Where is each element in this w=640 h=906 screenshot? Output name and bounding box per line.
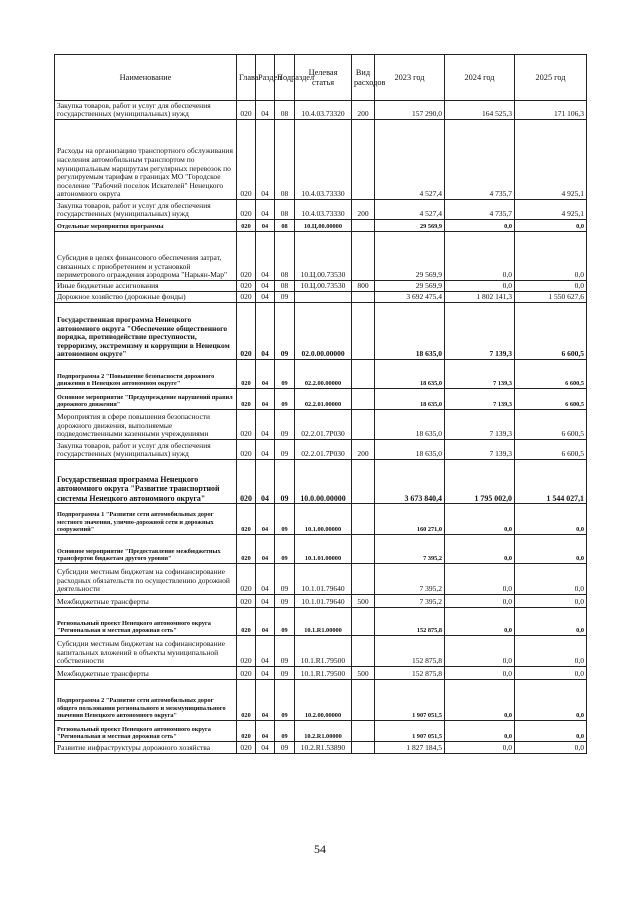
cell-y2025: 0,0 (515, 680, 587, 721)
cell-y2025: 4 925,1 (515, 200, 587, 220)
cell-y2025: 6 600,5 (515, 360, 587, 389)
cell-y2025: 6 600,5 (515, 303, 587, 360)
cell-glava: 020 (237, 636, 256, 667)
header-razdel: Раздел (256, 55, 275, 101)
cell-glava: 020 (237, 595, 256, 608)
cell-y2025: 0,0 (515, 595, 587, 608)
cell-glava: 020 (237, 608, 256, 636)
cell-y2023: 18 635,0 (375, 410, 445, 440)
cell-glava: 020 (237, 101, 256, 120)
cell-y2023: 7 395,2 (375, 564, 445, 595)
cell-glava: 020 (237, 292, 256, 303)
cell-name: Основное мероприятие "Предупреждение нарушений правил дорожного движения" (55, 389, 237, 410)
table-row (55, 281, 587, 292)
cell-podrazdel: 08 (275, 120, 295, 200)
table-row (55, 535, 587, 564)
cell-vid (352, 721, 375, 742)
cell-podrazdel: 09 (275, 680, 295, 721)
cell-name: Субсидия в целях финансового обеспечения затрат, связанных с приобретением и установкой периметрового ограждения аэродрома "Нарьян-Мар" (55, 232, 237, 281)
header-2025: 2025 год (515, 55, 587, 101)
table-row (55, 101, 587, 120)
cell-y2025: 6 600,5 (515, 389, 587, 410)
cell-glava: 020 (237, 120, 256, 200)
cell-y2025: 4 925,1 (515, 120, 587, 200)
cell-y2025: 0,0 (515, 742, 587, 754)
cell-glava: 020 (237, 440, 256, 460)
cell-podrazdel: 09 (275, 535, 295, 564)
cell-y2024: 164 525,3 (445, 101, 515, 120)
cell-y2025: 0,0 (515, 636, 587, 667)
cell-y2023: 4 527,4 (375, 200, 445, 220)
cell-name: Подпрограмма 2 "Развитие сети автомобильных дорог общего пользования регионального и межмуниципального значения Ненецкого автономного округа" (55, 680, 237, 721)
cell-glava: 020 (237, 460, 256, 504)
cell-razdel: 04 (256, 742, 275, 754)
cell-name: Подпрограмма 1 "Развитие сети автомобильных дорог местного значения, улично-дорожной сети и дорожных сооружений" (55, 504, 237, 535)
cell-podrazdel: 09 (275, 460, 295, 504)
cell-podrazdel: 09 (275, 595, 295, 608)
cell-vid: 200 (352, 200, 375, 220)
cell-y2024: 0,0 (445, 667, 515, 680)
cell-y2023: 4 527,4 (375, 120, 445, 200)
cell-vid (352, 232, 375, 281)
cell-name: Закупка товаров, работ и услуг для обеспечения государственных (муниципальных) нужд (55, 440, 237, 460)
cell-glava: 020 (237, 680, 256, 721)
cell-podrazdel: 08 (275, 220, 295, 232)
table-row (55, 595, 587, 608)
cell-glava: 020 (237, 535, 256, 564)
cell-target: 10.1.R1.79500 (295, 636, 352, 667)
cell-vid: 500 (352, 667, 375, 680)
cell-target: 10.1.00.00000 (295, 504, 352, 535)
cell-y2025: 0,0 (515, 564, 587, 595)
cell-y2025: 0,0 (515, 281, 587, 292)
table-row (55, 564, 587, 595)
cell-y2024: 0,0 (445, 680, 515, 721)
cell-vid (352, 680, 375, 721)
cell-target: 02.0.00.00000 (295, 303, 352, 360)
cell-razdel: 04 (256, 220, 275, 232)
cell-razdel: 04 (256, 460, 275, 504)
cell-target: 10.1.R1.00000 (295, 608, 352, 636)
cell-glava: 020 (237, 410, 256, 440)
cell-target: 10.1.01.79640 (295, 595, 352, 608)
cell-podrazdel: 09 (275, 667, 295, 680)
cell-target: 10.4.03.73330 (295, 200, 352, 220)
cell-y2025: 1 544 027,1 (515, 460, 587, 504)
cell-vid: 500 (352, 595, 375, 608)
cell-y2023: 29 569,9 (375, 220, 445, 232)
cell-vid (352, 220, 375, 232)
budget-table (54, 54, 587, 754)
cell-podrazdel: 09 (275, 303, 295, 360)
cell-y2024: 0,0 (445, 595, 515, 608)
cell-vid (352, 389, 375, 410)
table-row (55, 120, 587, 200)
cell-y2023: 7 395,2 (375, 535, 445, 564)
cell-y2025: 0,0 (515, 220, 587, 232)
header-2024: 2024 год (445, 55, 515, 101)
cell-vid (352, 564, 375, 595)
cell-y2024: 7 139,3 (445, 303, 515, 360)
cell-y2023: 152 875,8 (375, 636, 445, 667)
cell-name: Государственная программа Ненецкого автономного округа "Развитие транспортной системы Ненецкого автономного округа" (55, 460, 237, 504)
cell-y2024: 0,0 (445, 636, 515, 667)
table-row (55, 292, 587, 303)
cell-vid: 800 (352, 281, 375, 292)
cell-vid (352, 303, 375, 360)
cell-razdel: 04 (256, 636, 275, 667)
cell-name: Региональный проект Ненецкого автономного округа "Региональная и местная дорожная сеть" (55, 721, 237, 742)
cell-razdel: 04 (256, 120, 275, 200)
cell-vid (352, 636, 375, 667)
cell-y2023: 152 875,8 (375, 667, 445, 680)
cell-razdel: 04 (256, 410, 275, 440)
table-row (55, 460, 587, 504)
cell-podrazdel: 08 (275, 232, 295, 281)
cell-target: 10.2.R1.53890 (295, 742, 352, 754)
table-row (55, 636, 587, 667)
cell-razdel: 04 (256, 680, 275, 721)
table-row (55, 721, 587, 742)
table-row (55, 410, 587, 440)
cell-podrazdel: 09 (275, 564, 295, 595)
cell-name: Иные бюджетные ассигнования (55, 281, 237, 292)
cell-vid (352, 120, 375, 200)
cell-target: 02.2.01.00000 (295, 389, 352, 410)
cell-razdel: 04 (256, 303, 275, 360)
cell-glava: 020 (237, 564, 256, 595)
cell-y2025: 0,0 (515, 667, 587, 680)
cell-y2023: 18 635,0 (375, 440, 445, 460)
cell-name: Субсидии местным бюджетам на софинансирование капитальных вложений в объекты муниципальной собственности (55, 636, 237, 667)
cell-razdel: 04 (256, 389, 275, 410)
cell-name: Региональный проект Ненецкого автономного округа "Региональная и местная дорожная сеть" (55, 608, 237, 636)
cell-glava: 020 (237, 232, 256, 281)
cell-y2023: 152 875,8 (375, 608, 445, 636)
cell-glava: 020 (237, 200, 256, 220)
table-row (55, 200, 587, 220)
cell-target: 10.Ц.00.73530 (295, 232, 352, 281)
table-row (55, 303, 587, 360)
cell-y2025: 171 106,3 (515, 101, 587, 120)
cell-razdel: 04 (256, 608, 275, 636)
cell-y2025: 0,0 (515, 535, 587, 564)
cell-y2024: 1 802 141,3 (445, 292, 515, 303)
cell-name: Отдельные мероприятия программы (55, 220, 237, 232)
cell-y2024: 0,0 (445, 504, 515, 535)
table-row (55, 667, 587, 680)
cell-razdel: 04 (256, 440, 275, 460)
header-name: Наименование (55, 55, 237, 101)
cell-y2024: 4 735,7 (445, 120, 515, 200)
cell-podrazdel: 08 (275, 101, 295, 120)
cell-target: 10.1.R1.79500 (295, 667, 352, 680)
cell-podrazdel: 08 (275, 281, 295, 292)
cell-y2023: 1 827 184,5 (375, 742, 445, 754)
cell-y2023: 7 395,2 (375, 595, 445, 608)
cell-y2025: 0,0 (515, 608, 587, 636)
cell-target: 10.1.01.00000 (295, 535, 352, 564)
cell-y2024: 0,0 (445, 232, 515, 281)
cell-podrazdel: 09 (275, 440, 295, 460)
cell-podrazdel: 09 (275, 742, 295, 754)
cell-podrazdel: 09 (275, 504, 295, 535)
cell-razdel: 04 (256, 101, 275, 120)
cell-y2025: 1 550 627,6 (515, 292, 587, 303)
cell-name: Развитие инфраструктуры дорожного хозяйства (55, 742, 237, 754)
cell-podrazdel: 09 (275, 410, 295, 440)
cell-podrazdel: 09 (275, 292, 295, 303)
cell-name: Государственная программа Ненецкого автономного округа "Обеспечение общественного порядка, противодействие преступности, терроризму, экстремизму и коррупции в Ненецком автономном округе" (55, 303, 237, 360)
cell-glava: 020 (237, 504, 256, 535)
cell-vid (352, 360, 375, 389)
cell-y2023: 18 635,0 (375, 303, 445, 360)
cell-glava: 020 (237, 742, 256, 754)
cell-razdel: 04 (256, 667, 275, 680)
cell-y2025: 0,0 (515, 504, 587, 535)
cell-y2025: 0,0 (515, 721, 587, 742)
cell-y2023: 29 569,9 (375, 232, 445, 281)
cell-y2024: 7 139,3 (445, 410, 515, 440)
cell-y2024: 0,0 (445, 281, 515, 292)
cell-target: 10.4.03.73320 (295, 101, 352, 120)
cell-y2023: 29 569,9 (375, 281, 445, 292)
table-row (55, 608, 587, 636)
cell-razdel: 04 (256, 360, 275, 389)
table-body (55, 101, 587, 754)
cell-podrazdel: 09 (275, 636, 295, 667)
cell-razdel: 04 (256, 504, 275, 535)
cell-razdel: 04 (256, 564, 275, 595)
cell-glava: 020 (237, 281, 256, 292)
cell-y2023: 18 635,0 (375, 360, 445, 389)
cell-y2024: 7 139,3 (445, 440, 515, 460)
cell-name: Подпрограмма 2 "Повышение безопасности дорожного движения в Ненецком автономном округе" (55, 360, 237, 389)
cell-podrazdel: 09 (275, 608, 295, 636)
cell-y2023: 1 907 051,5 (375, 680, 445, 721)
cell-razdel: 04 (256, 595, 275, 608)
cell-y2023: 157 290,0 (375, 101, 445, 120)
cell-target: 10.Ц.00.73530 (295, 281, 352, 292)
cell-y2023: 18 635,0 (375, 389, 445, 410)
cell-podrazdel: 09 (275, 360, 295, 389)
cell-y2024: 7 139,3 (445, 389, 515, 410)
table-row (55, 360, 587, 389)
cell-target: 10.2.00.00000 (295, 680, 352, 721)
cell-y2024: 0,0 (445, 564, 515, 595)
cell-target: 02.2.01.7Р030 (295, 410, 352, 440)
cell-glava: 020 (237, 389, 256, 410)
cell-name: Основное мероприятие "Предоставление межбюджетных трансфертов бюджетам другого уровня" (55, 535, 237, 564)
cell-y2024: 0,0 (445, 742, 515, 754)
cell-razdel: 04 (256, 292, 275, 303)
cell-vid (352, 535, 375, 564)
table-header-row (55, 55, 587, 101)
cell-razdel: 04 (256, 281, 275, 292)
header-podrazdel: Подраздел (275, 55, 295, 101)
cell-y2025: 6 600,5 (515, 440, 587, 460)
cell-y2023: 160 271,0 (375, 504, 445, 535)
page-number: 54 (314, 842, 326, 856)
table-row (55, 742, 587, 754)
cell-podrazdel: 09 (275, 389, 295, 410)
table-row (55, 504, 587, 535)
cell-glava: 020 (237, 360, 256, 389)
header-glava: Глава (237, 55, 256, 101)
cell-glava: 020 (237, 220, 256, 232)
cell-target: 10.1.01.79640 (295, 564, 352, 595)
cell-name: Закупка товаров, работ и услуг для обеспечения государственных (муниципальных) нужд (55, 101, 237, 120)
table-row (55, 220, 587, 232)
cell-glava: 020 (237, 721, 256, 742)
cell-y2024: 0,0 (445, 535, 515, 564)
cell-name: Субсидии местным бюджетам на софинансирование расходных обязательств по осуществлению дорожной деятельности (55, 564, 237, 595)
cell-vid (352, 292, 375, 303)
cell-y2025: 6 600,5 (515, 410, 587, 440)
cell-vid (352, 504, 375, 535)
cell-podrazdel: 09 (275, 721, 295, 742)
cell-vid: 200 (352, 440, 375, 460)
cell-target: 10.4.03.73330 (295, 120, 352, 200)
cell-podrazdel: 08 (275, 200, 295, 220)
cell-glava: 020 (237, 303, 256, 360)
table-row (55, 389, 587, 410)
cell-y2024: 4 735,7 (445, 200, 515, 220)
cell-name: Расходы на организацию транспортного обслуживания населения автомобильным транспортом по муниципальным маршрутам регулярных перевозок по регулируемым тарифам в границах МО "Городское поселение "Рабочий поселок Искателей" Ненецкого автономного округа (55, 120, 237, 200)
cell-target (295, 292, 352, 303)
cell-razdel: 04 (256, 535, 275, 564)
cell-y2023: 3 673 840,4 (375, 460, 445, 504)
cell-y2023: 3 692 475,4 (375, 292, 445, 303)
cell-name: Мероприятия в сфере повышения безопасности дорожного движения, выполняемые подведомственными казенными учреждениями (55, 410, 237, 440)
cell-vid (352, 608, 375, 636)
cell-target: 10.2.R1.00000 (295, 721, 352, 742)
cell-name: Межбюджетные трансферты (55, 595, 237, 608)
cell-y2024: 7 139,3 (445, 360, 515, 389)
cell-y2024: 0,0 (445, 608, 515, 636)
cell-y2025: 0,0 (515, 232, 587, 281)
cell-vid: 200 (352, 101, 375, 120)
cell-razdel: 04 (256, 721, 275, 742)
cell-y2023: 1 907 051,5 (375, 721, 445, 742)
cell-name: Закупка товаров, работ и услуг для обеспечения государственных (муниципальных) нужд (55, 200, 237, 220)
table-row (55, 680, 587, 721)
cell-vid (352, 410, 375, 440)
cell-y2024: 0,0 (445, 721, 515, 742)
cell-target: 10.Ц.00.00000 (295, 220, 352, 232)
cell-vid (352, 742, 375, 754)
cell-y2024: 0,0 (445, 220, 515, 232)
cell-razdel: 04 (256, 200, 275, 220)
cell-target: 10.0.00.00000 (295, 460, 352, 504)
cell-name: Дорожное хозяйство (дорожные фонды) (55, 292, 237, 303)
cell-name: Межбюджетные трансферты (55, 667, 237, 680)
header-2023: 2023 год (375, 55, 445, 101)
table-row (55, 440, 587, 460)
cell-target: 02.2.00.00000 (295, 360, 352, 389)
cell-razdel: 04 (256, 232, 275, 281)
cell-vid (352, 460, 375, 504)
header-vid: Вид расходов (352, 55, 375, 101)
cell-glava: 020 (237, 667, 256, 680)
header-target: Целевая статья (295, 55, 352, 101)
table-row (55, 232, 587, 281)
cell-y2024: 1 795 002,0 (445, 460, 515, 504)
cell-target: 02.2.01.7Р030 (295, 440, 352, 460)
